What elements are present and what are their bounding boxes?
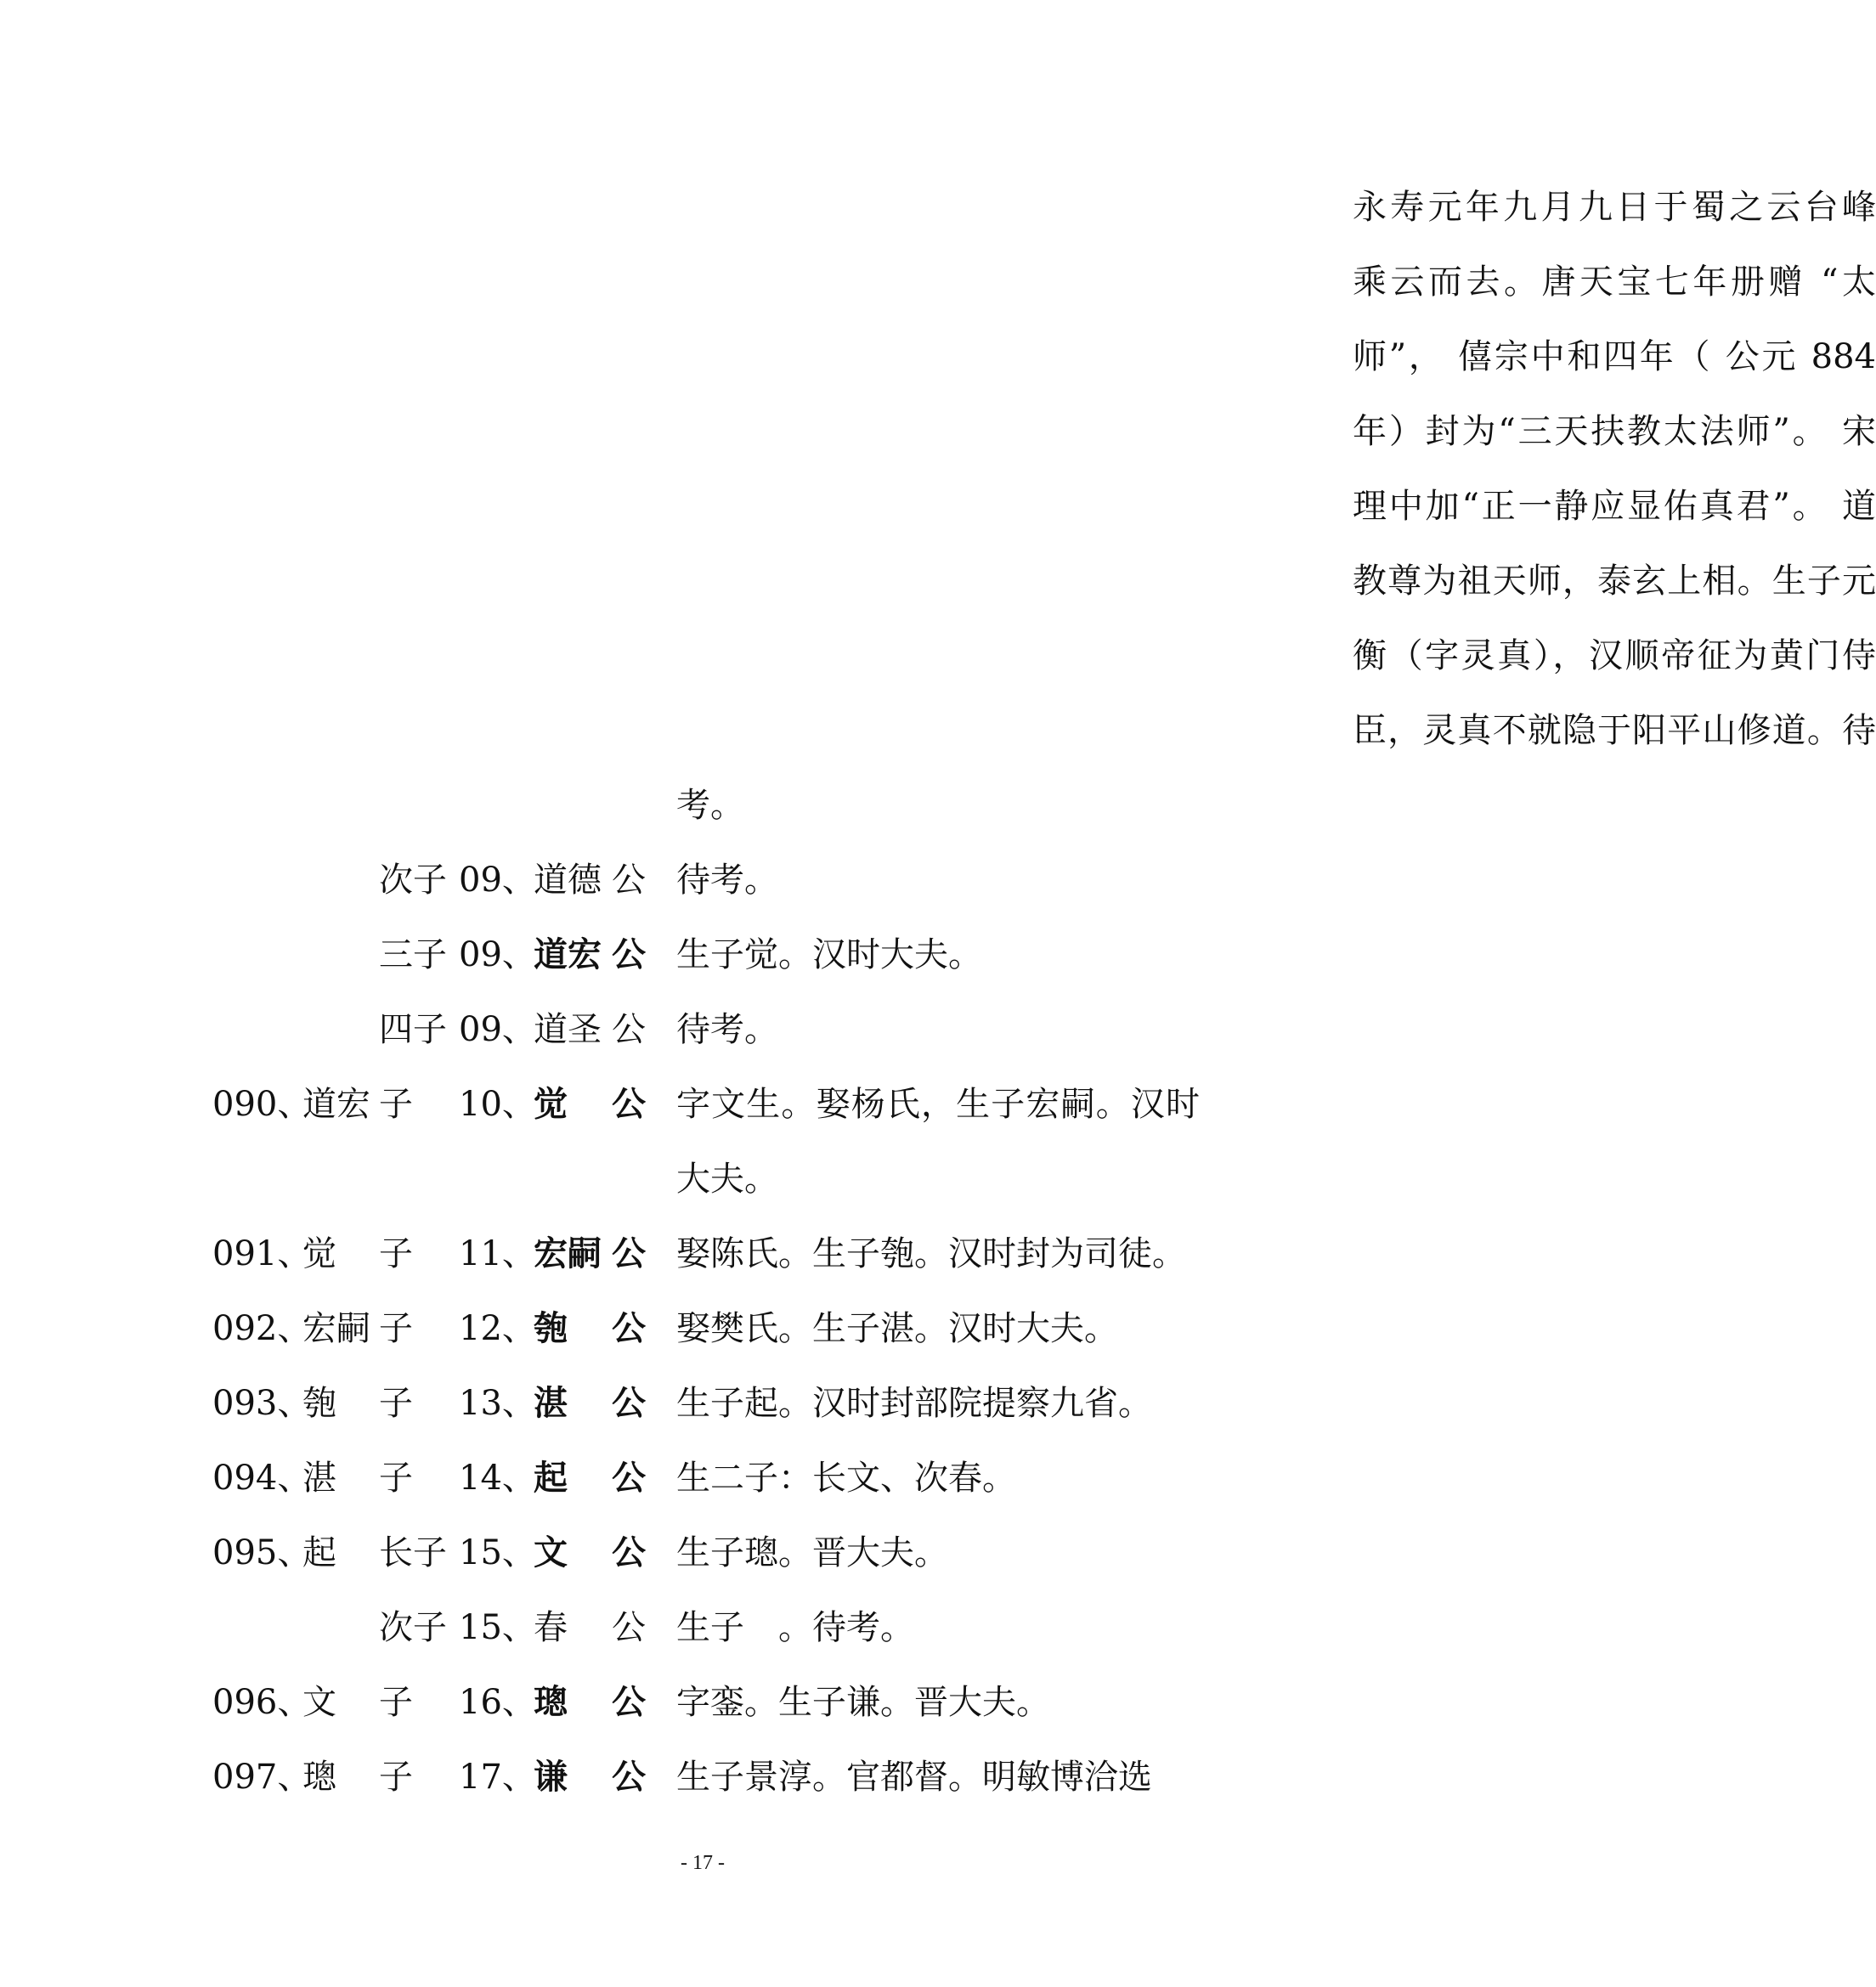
honorific: 公 xyxy=(612,1010,646,1049)
document-page: 永寿元年九月九日于蜀之云台峰 乘云而去。唐天宝七年册赠 “太 师”， 僖宗中和四年（ 公元 884 年）封为“三天扶教太法师”。 宋 理中加“正一静应显佑真君”。 道 教尊为祖天师，泰玄上相。生子元 衡（字灵真），汉顺帝征为黄门侍 臣，灵真不就隐于阳平山修道。待 考。 次子 09、 道德 公 待考。 三子 09、 道宏 公 生子觉。汉时大夫。 四子 09、 道圣 公 待考。 090、 道宏 子 10、 觉 公 字文生。娶杨氏，生子宏嗣。汉时 大夫。 091、 觉 子 11、 宏嗣 公 娶陈氏。生子匏。汉时封为司徒。 092、 宏嗣 子 12、 匏 公 娶樊氏。生子湛。汉时大夫。 093、 匏 子 13、 湛 公 生子起。汉时封部院提察九省。 094、 湛 子 14、 起 公 生二子：长文、次春。 095、 起 长子 15、 文 公 生子璁。晋大夫。 次子 15、 春 公 生子 。待考。 096、 文 子 16、 璁 公 字銮。生子谦。晋大夫。 097、 璁 子 17、 谦 公 生子景淳。官都督。明敏博洽选 - 17 - xyxy=(0,0,1405,1987)
person-name: 文 xyxy=(534,1533,568,1572)
generation-number: 10、 xyxy=(459,1085,536,1124)
father-name: 宏嗣 xyxy=(302,1309,370,1348)
entry-description: 待考。 xyxy=(676,861,778,900)
entry-description: 生子景淳。官都督。明敏博洽选 xyxy=(676,1758,1152,1797)
generation-number: 12、 xyxy=(459,1309,536,1348)
relation: 四子 xyxy=(379,1010,447,1049)
entry-description: 生二子：长文、次春。 xyxy=(676,1459,1016,1498)
entry-line xyxy=(0,992,1405,1067)
entry-number: 091、 xyxy=(212,1234,312,1273)
relation: 子 xyxy=(379,1085,413,1124)
entry-line xyxy=(0,1366,1405,1441)
honorific: 公 xyxy=(612,1533,646,1572)
entry-line xyxy=(0,843,1405,917)
entry-description: 字銮。生子谦。晋大夫。 xyxy=(676,1683,1050,1722)
person-name: 道宏 xyxy=(534,934,602,974)
entry-description: 字文生。娶杨氏，生子宏嗣。汉时 xyxy=(676,1085,1200,1124)
honorific: 公 xyxy=(612,1608,646,1647)
entry-line xyxy=(0,1291,1405,1366)
relation: 次子 xyxy=(379,861,447,900)
entry-number: 096、 xyxy=(212,1683,312,1722)
entry-number: 095、 xyxy=(212,1533,312,1572)
honorific: 公 xyxy=(612,934,646,974)
relation: 子 xyxy=(379,1459,413,1498)
person-name: 道圣 xyxy=(534,1010,602,1049)
generation-number: 17、 xyxy=(459,1758,536,1797)
entry-line xyxy=(0,917,1405,992)
father-name: 起 xyxy=(302,1533,336,1572)
person-name: 起 xyxy=(534,1458,568,1498)
generation-number: 16、 xyxy=(459,1683,536,1722)
entry-number: 090、 xyxy=(212,1085,312,1124)
generation-number: 09、 xyxy=(459,861,536,900)
entry-line xyxy=(0,1665,1405,1740)
generation-number: 09、 xyxy=(459,1010,536,1049)
honorific: 公 xyxy=(612,1233,646,1273)
relation: 子 xyxy=(379,1384,413,1423)
person-name: 匏 xyxy=(534,1308,568,1348)
person-name: 湛 xyxy=(534,1383,568,1423)
entry-line xyxy=(0,1067,1405,1142)
entry-number: 093、 xyxy=(212,1384,312,1423)
father-name: 湛 xyxy=(302,1459,336,1498)
generation-number: 15、 xyxy=(459,1608,536,1647)
entry-line xyxy=(0,1516,1405,1590)
person-name: 宏嗣 xyxy=(534,1233,602,1273)
father-name: 道宏 xyxy=(302,1085,370,1124)
text-line: 考。 xyxy=(676,786,744,825)
honorific: 公 xyxy=(612,861,646,900)
entry-line xyxy=(0,1590,1405,1665)
generation-number: 15、 xyxy=(459,1533,536,1572)
generation-number: 13、 xyxy=(459,1384,536,1423)
entry-description-continuation: 大夫。 xyxy=(676,1160,778,1199)
person-name: 觉 xyxy=(534,1084,568,1124)
entry-number: 094、 xyxy=(212,1459,312,1498)
entry-description: 生子璁。晋大夫。 xyxy=(676,1533,948,1572)
generation-number: 09、 xyxy=(459,935,536,974)
father-name: 匏 xyxy=(302,1384,336,1423)
relation: 子 xyxy=(379,1309,413,1348)
entry-number: 092、 xyxy=(212,1309,312,1348)
entry-description: 待考。 xyxy=(676,1010,778,1049)
person-name: 道德 xyxy=(534,861,602,900)
generation-number: 11、 xyxy=(459,1234,536,1273)
generation-number: 14、 xyxy=(459,1459,536,1498)
relation: 子 xyxy=(379,1234,413,1273)
father-name: 觉 xyxy=(302,1234,336,1273)
relation: 次子 xyxy=(379,1608,447,1647)
entry-description: 生子起。汉时封部院提察九省。 xyxy=(676,1384,1152,1423)
entry-line xyxy=(0,1441,1405,1516)
relation: 长子 xyxy=(379,1533,447,1572)
relation: 子 xyxy=(379,1758,413,1797)
honorific: 公 xyxy=(612,1458,646,1498)
relation: 三子 xyxy=(379,935,447,974)
entry-description: 生子 。待考。 xyxy=(676,1608,914,1647)
person-name: 谦 xyxy=(534,1757,568,1797)
father-name: 文 xyxy=(302,1683,336,1722)
honorific: 公 xyxy=(612,1084,646,1124)
honorific: 公 xyxy=(612,1383,646,1423)
entry-line xyxy=(0,1216,1405,1291)
honorific: 公 xyxy=(612,1682,646,1722)
entry-line xyxy=(0,1740,1405,1815)
honorific: 公 xyxy=(612,1308,646,1348)
entry-description: 娶陈氏。生子匏。汉时封为司徒。 xyxy=(676,1234,1186,1273)
entry-number: 097、 xyxy=(212,1758,312,1797)
father-name: 璁 xyxy=(302,1758,336,1797)
person-name: 璁 xyxy=(534,1682,568,1722)
entry-description: 娶樊氏。生子湛。汉时大夫。 xyxy=(676,1309,1118,1348)
relation: 子 xyxy=(379,1683,413,1722)
honorific: 公 xyxy=(612,1757,646,1797)
page-number: - 17 - xyxy=(681,1852,725,1874)
person-name: 春 xyxy=(534,1608,568,1647)
entry-description: 生子觉。汉时大夫。 xyxy=(676,935,982,974)
